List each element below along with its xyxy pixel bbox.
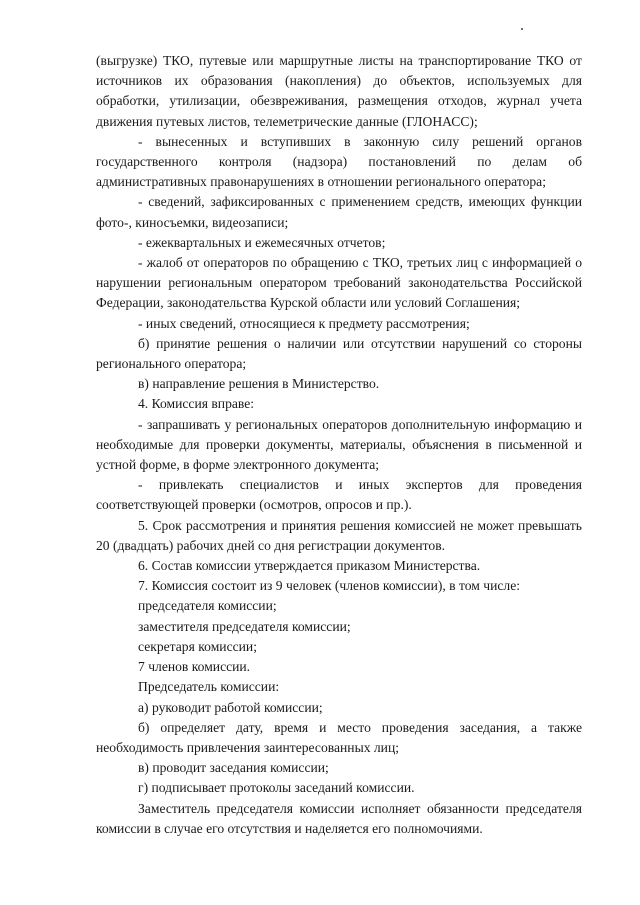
paragraph: председателя комиссии; — [138, 598, 277, 614]
document-body — [96, 51, 582, 839]
paragraph: - ежеквартальных и ежемесячных отчетов; — [138, 234, 386, 250]
paragraph: 6. Состав комиссии утверждается приказом Министерства. — [138, 558, 481, 574]
paragraph: (выгрузке) ТКО, путевые или маршрутные листы на транспортирование ТКО от источников их образования (накопления) до объектов, используемых для обработки, утилизации, обезвреживания, размещения отходов, журнал учета движения путевых листов, телеметрические данные (ГЛОНАСС); — [96, 53, 582, 129]
paragraph: г) подписывает протоколы заседаний комиссии. — [138, 780, 415, 796]
paragraph: а) руководит работой комиссии; — [138, 699, 323, 715]
paragraph: 4. Комиссия вправе: — [138, 396, 255, 412]
paragraph: - иных сведений, относящиеся к предмету рассмотрения; — [138, 315, 470, 331]
paragraph: б) определяет дату, время и место проведения заседания, а также необходимость привлечения заинтересованных лиц; — [96, 719, 582, 755]
paragraph: 7. Комиссия состоит из 9 человек (членов комиссии), в том числе: — [138, 578, 521, 594]
paragraph: в) проводит заседания комиссии; — [138, 760, 329, 776]
paragraph: - жалоб от операторов по обращению с ТКО, третьих лиц с информацией о нарушении региональным оператором требований законодательства Российской Федерации, законодательства Курской области или условий Соглашения; — [96, 255, 582, 311]
paragraph: заместителя председателя комиссии; — [138, 618, 351, 634]
paragraph: - запрашивать у региональных операторов дополнительную информацию и необходимые для проверки документы, материалы, объяснения в письменной и устной форме, в форме электронного документа; — [96, 416, 582, 473]
paragraph: секретаря комиссии; — [138, 638, 257, 654]
paragraph: 5. Срок рассмотрения и принятия решения комиссией не может превышать 20 (двадцать) рабочих дней со дня регистрации документов. — [96, 517, 582, 553]
paragraph: - привлекать специалистов и иных экспертов для проведения соответствующей проверки (осмотров, опросов и пр.). — [96, 477, 582, 513]
paragraph: 7 членов комиссии. — [138, 659, 251, 675]
paragraph: Председатель комиссии: — [138, 679, 280, 695]
paragraph: в) направление решения в Министерство. — [138, 376, 380, 392]
paragraph: б) принятие решения о наличии или отсутствии нарушений со стороны регионального оператора; — [96, 335, 582, 372]
paragraph: Заместитель председателя комиссии исполняет обязанности председателя комиссии в случае его отсутствия и наделяется его полномочиями. — [96, 800, 582, 836]
scan-speck — [521, 28, 523, 30]
paragraph: - сведений, зафиксированных с применением средств, имеющих функции фото-, киносъемки, видеозаписи; — [96, 194, 582, 230]
paragraph: - вынесенных и вступивших в законную силу решений органов государственного контроля (надзора) постановлений по делам об административных правонарушениях в отношении регионального оператора; — [96, 133, 582, 190]
